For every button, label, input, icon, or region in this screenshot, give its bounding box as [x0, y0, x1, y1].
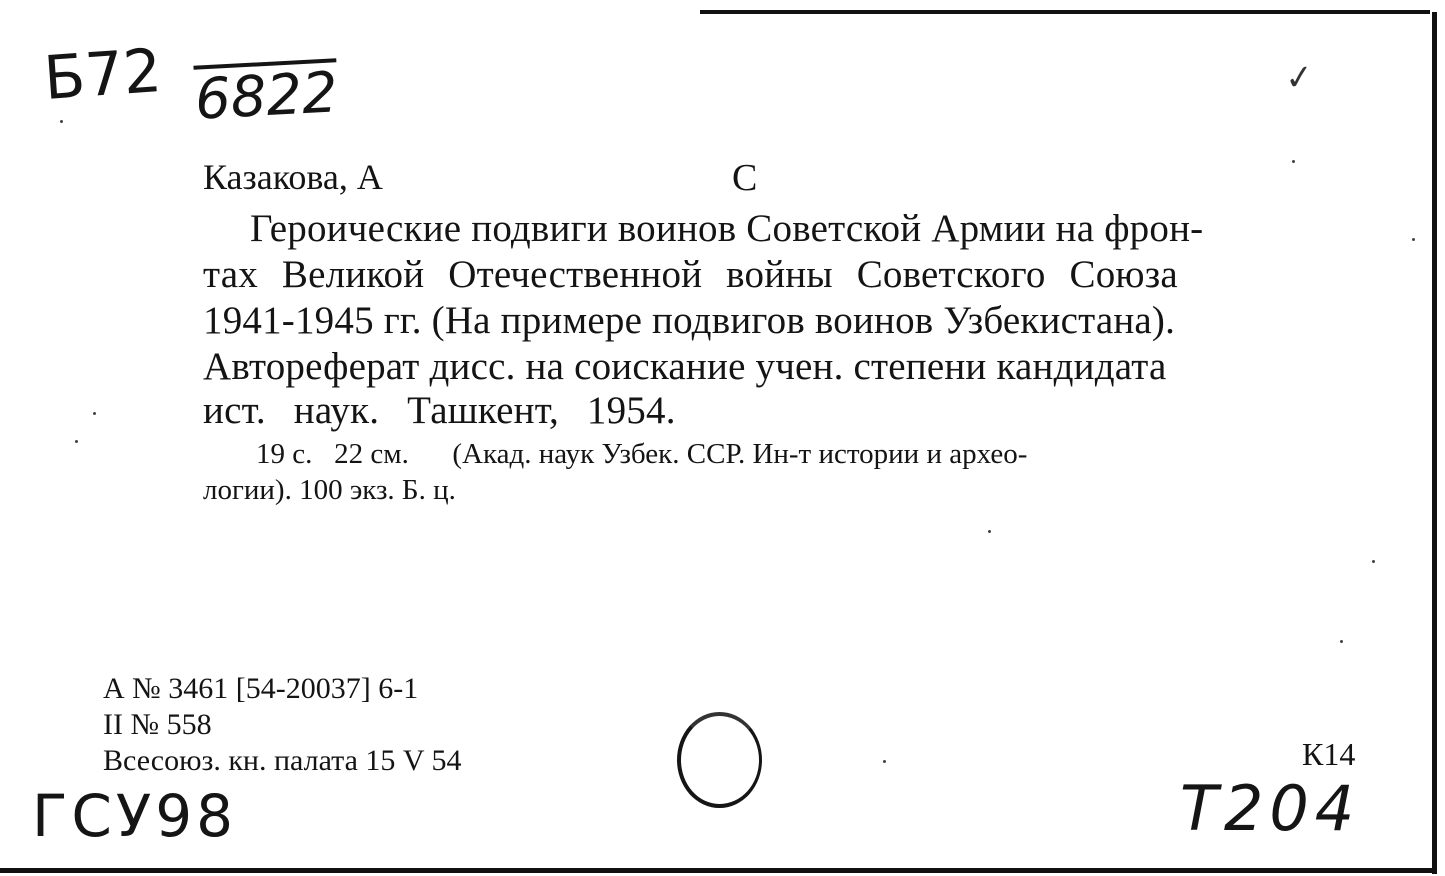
- imprint-line: А № 3461 [54-20037] 6-1: [103, 672, 419, 705]
- speck: [883, 760, 886, 763]
- speck: [1372, 560, 1375, 563]
- description-line: 1941-1945 гг. (На примере подвигов воинов Узбекистана).: [203, 299, 1176, 342]
- speck: [1412, 238, 1415, 241]
- speck: [93, 412, 96, 415]
- check-mark-icon: ✓: [1282, 56, 1316, 100]
- imprint-line: II № 558: [103, 708, 212, 741]
- description-line: Автореферат дисс. на соискание учен. степени кандидата: [203, 345, 1167, 388]
- card-right-border: [1432, 12, 1437, 874]
- card-top-border: [700, 10, 1430, 14]
- handwritten-code: Б72: [41, 35, 164, 115]
- handwritten-bottom-right: Т204: [1180, 772, 1361, 845]
- physical-description-line: логии). 100 экз. Б. ц.: [203, 474, 456, 506]
- stamp-circle: [677, 712, 762, 808]
- description-line: Героические подвиги воинов Советской Армии на фрон-: [250, 207, 1204, 250]
- physical-description-line: 19 с. 22 см. (Акад. наук Узбек. ССР. Ин-т истории и архео-: [256, 438, 1028, 470]
- shelf-code: К14: [1302, 736, 1356, 772]
- description-line: тах Великой Отечественной войны Советского Союза: [203, 253, 1178, 296]
- card-bottom-border: [0, 868, 1437, 873]
- author-name: Казакова, А: [203, 157, 383, 197]
- speck: [1292, 160, 1295, 163]
- speck: [75, 440, 78, 443]
- handwritten-bottom-left: ГСУ98: [32, 782, 238, 850]
- handwritten-number: [193, 58, 340, 133]
- description-line: ист. наук. Ташкент, 1954.: [203, 389, 676, 432]
- imprint-line: Всесоюз. кн. палата 15 V 54: [103, 744, 462, 777]
- handwritten-number-text: 6822: [193, 60, 340, 133]
- speck: [1340, 640, 1343, 643]
- speck: [60, 120, 63, 123]
- author-initial: С: [732, 157, 758, 199]
- speck: [988, 530, 991, 533]
